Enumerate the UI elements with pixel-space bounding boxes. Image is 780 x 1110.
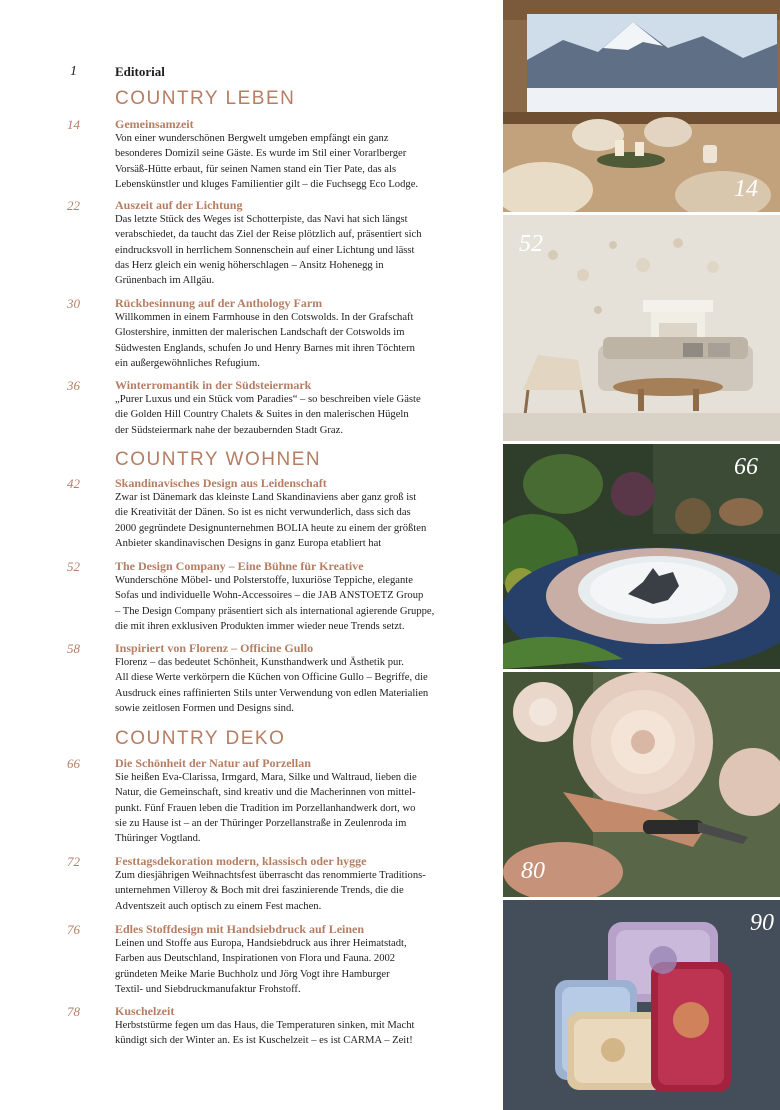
description-line: Textil- und Siebdruckmanufaktur Frohstoff. <box>115 983 301 995</box>
section-title: COUNTRY DEKO <box>115 728 286 749</box>
description-line: Natur, die Gemeinschaft, sind kreativ und die Macherinnen von mittel- <box>115 787 416 799</box>
entry-page-number: 14 <box>67 117 80 132</box>
entry-page-number: 78 <box>67 1004 80 1019</box>
description-line: Willkommen in einem Farmhouse in den Cotswolds. In der Grafschaft <box>115 312 414 323</box>
description-line: Ausdruck eines raffinierten Stils unter Verwendung von edlen Materialien <box>115 687 429 699</box>
description-line: punkt. Fünf Frauen leben die Tradition im Porzellanhandwerk dort, wo <box>115 802 416 814</box>
description-line: die Kreativität der Dänen. So ist es nicht verwunderlich, dass sich das <box>115 507 411 519</box>
photo-column <box>500 0 780 1110</box>
entry-heading: Edles Stoffdesign mit Handsiebdruck auf Leinen <box>115 922 365 936</box>
entry-description <box>115 1018 460 1049</box>
description-line: die mit ihren exklusiven Produkten immer wieder neue Trends setzt. <box>115 620 405 632</box>
entry-heading: Rückbesinnung auf der Anthology Farm <box>115 296 323 310</box>
entry-page-number: 52 <box>67 559 80 574</box>
description-line: sowie zeitlosen Formen und Designs sind. <box>115 702 294 714</box>
description-line: Zum diesjährigen Weihnachtsfest überrascht das renommierte Traditions- <box>115 870 426 881</box>
description-line: Südwesten Englands, schufen Jo und Henry Barnes mit ihren Töchtern <box>115 342 415 354</box>
entry-heading: Festtagsdekoration modern, klassisch oder hygge <box>115 854 367 868</box>
description-line: sie zu Hause ist – an der Thüringer Porzellanstraße in Zeulenroda im <box>115 817 407 829</box>
photo-page-number: 52 <box>519 231 543 257</box>
section-title: COUNTRY LEBEN <box>115 88 296 109</box>
porcelain-plate-photo[interactable] <box>503 444 780 669</box>
description-line: eindrucksvoll in herrlichem Sonnenschein auf einer Lichtung und lässt <box>115 244 415 256</box>
entry-heading: Winterromantik in der Südsteiermark <box>115 378 312 392</box>
description-line: Leinen und Stoffe aus Europa, Handsiebdruck aus ihrer Heimatstadt, <box>115 938 407 949</box>
alpine-lodge-photo[interactable] <box>503 0 780 212</box>
description-line: Sie heißen Eva-Clarissa, Irmgard, Mara, Silke und Waltraud, lieben die <box>115 772 417 783</box>
description-line: Florenz – das bedeutet Schönheit, Kunsthandwerk und Ästhetik pur. <box>115 657 404 668</box>
description-line: besonderes Domizil seine Gäste. Es wurde im Stil einer Vorarlberger <box>115 148 407 160</box>
entry-heading: Kuschelzeit <box>115 1004 175 1018</box>
dahlia-pruning-photo[interactable] <box>503 672 780 897</box>
description-line: – The Design Company präsentiert sich als international agierende Gruppe, <box>115 605 435 617</box>
description-line: Sofas und individuelle Wohn-Accessoires – die JAB ANSTOETZ Group <box>115 590 424 602</box>
entry-heading: Inspiriert von Florenz – Officine Gullo <box>115 641 314 655</box>
description-line: ein außergewöhnliches Refugium. <box>115 357 260 369</box>
entry-description <box>115 868 460 914</box>
description-line: die Golden Hill Country Chalets & Suites in den malerischen Hügeln <box>115 409 409 421</box>
entry-description <box>115 770 460 846</box>
decorative-tins-photo[interactable] <box>503 900 780 1110</box>
entry-description <box>115 131 460 192</box>
description-line: Farben aus Deutschland, Inspirationen von Flora und Fauna. 2002 <box>115 953 396 965</box>
description-line: Herbststürme fegen um das Haus, die Temperaturen sinken, mit Macht <box>115 1020 415 1031</box>
description-line: All diese Werte verkörpern die Küchen von Officine Gullo – Begriffe, die <box>115 672 428 684</box>
entry-description <box>115 936 460 997</box>
description-line: Adventszeit auch optisch zu einem Fest machen. <box>115 900 322 912</box>
description-line: Lebenskünstler und kluges Familientier gilt – die Fuchsegg Eco Lodge. <box>115 178 419 190</box>
description-line: 2000 gegründete Designunternehmen BOLIA heute zu einem der größten <box>115 522 427 534</box>
description-line: Vorsäß-Hütte erbaut, für seinen Namen stand ein Tier Pate, das als <box>115 163 397 175</box>
entry-page-number: 42 <box>67 476 80 491</box>
description-line: gründeten Meike Marie Buchholz und Jörg Vogt ihre Hamburger <box>115 968 390 980</box>
description-line: Glostershire, inmitten der malerischen Landschaft der Cotswolds im <box>115 327 405 339</box>
photo-page-number: 66 <box>734 454 758 480</box>
entry-heading: Skandinavisches Design aus Leidenschaft <box>115 476 327 490</box>
editorial-label: Editorial <box>115 64 165 79</box>
entry-page-number: 58 <box>67 641 80 656</box>
description-line: verabschiedet, da taucht das Ziel der Reise plötzlich auf, präsentiert sich <box>115 229 422 241</box>
entry-page-number: 36 <box>67 378 80 393</box>
description-line: Wunderschöne Möbel- und Polsterstoffe, luxuriöse Teppiche, elegante <box>115 575 413 586</box>
entry-page-number: 76 <box>67 922 80 937</box>
entry-heading: Die Schönheit der Natur auf Porzellan <box>115 756 311 770</box>
photo-page-number: 14 <box>734 176 758 202</box>
living-room-photo[interactable] <box>503 215 780 441</box>
entry-description <box>115 490 460 551</box>
entry-description <box>115 212 460 288</box>
entry-description <box>115 310 460 371</box>
description-line: Grünenbach im Allgäu. <box>115 275 215 287</box>
entry-description <box>115 573 460 634</box>
photo-page-number: 80 <box>521 858 545 884</box>
description-line: der Südsteiermark nahe der bezaubernden Stadt Graz. <box>115 424 343 436</box>
photo-page-number: 90 <box>750 910 774 936</box>
entry-page-number: 22 <box>67 198 80 213</box>
entry-heading: Auszeit auf der Lichtung <box>115 198 243 212</box>
entry-page-number: 72 <box>67 854 80 869</box>
entry-page-number: 30 <box>67 296 80 311</box>
description-line: Anbieter skandinavischen Designs in ganz Europa etabliert hat <box>115 537 382 549</box>
description-line: unternehmen Villeroy & Boch mit drei faszinierende Trends, die die <box>115 885 404 897</box>
editorial-page-number: 1 <box>70 64 77 79</box>
section-title: COUNTRY WOHNEN <box>115 449 322 470</box>
entry-description <box>115 655 460 716</box>
description-line: kündigt sich der Winter an. Es ist Kuschelzeit – es ist CARMA – Zeit! <box>115 1035 413 1047</box>
description-line: Von einer wunderschönen Bergwelt umgeben empfängt ein ganz <box>115 133 389 144</box>
description-line: „Purer Luxus und ein Stück vom Paradies“ – so beschreiben viele Gäste <box>115 394 421 405</box>
description-line: das Herz gleich ein wenig höherschlagen – Ansitz Hohenegg in <box>115 259 384 271</box>
description-line: Zwar ist Dänemark das kleinste Land Skandinaviens aber ganz groß ist <box>115 492 417 503</box>
description-line: Das letzte Stück des Weges ist Schotterpiste, das Navi hat sich längst <box>115 214 408 225</box>
entry-heading: Gemeinsamzeit <box>115 117 194 131</box>
description-line: Thüringer Vogtland. <box>115 833 201 845</box>
entry-page-number: 66 <box>67 756 80 771</box>
entry-description <box>115 392 460 438</box>
entry-heading: The Design Company – Eine Bühne für Kreative <box>115 559 364 573</box>
